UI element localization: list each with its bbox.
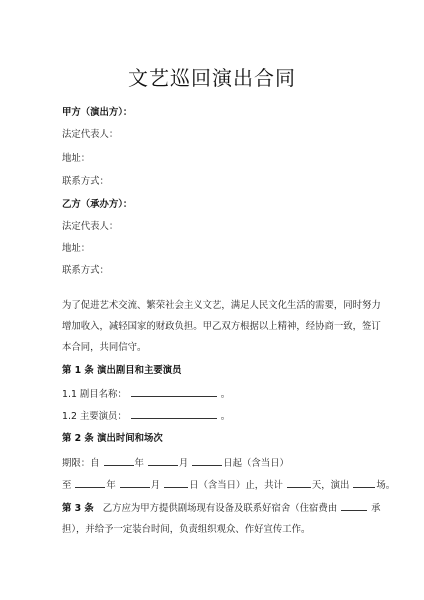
article-2-heading: 第 2 条 演出时间和场次 [62, 433, 163, 444]
repertoire-name-label: 1.1 剧目名称： [62, 389, 127, 400]
preamble-paragraph [62, 295, 381, 358]
preamble-line-1: 为了促进艺术交流、繁荣社会主义文艺，满足人民文化生活的需要，同时努力 [62, 300, 381, 311]
shows-text: 场。 [376, 480, 396, 491]
accommodation-payer-blank[interactable] [341, 500, 367, 511]
main-actors-label: 1.2 主要演员： [62, 411, 127, 422]
article-1-heading: 第 1 条 演出剧目和主要演员 [62, 365, 182, 376]
party-a-legal-rep: 法定代表人： [62, 129, 119, 140]
start-month-blank[interactable] [148, 455, 178, 466]
day-to-text: 日（含当日）止，共计 [189, 480, 283, 491]
main-actors-blank[interactable] [131, 408, 217, 419]
article-3-heading: 第 3 条 [62, 503, 94, 514]
shows-count-blank[interactable] [353, 477, 375, 488]
article-3-text-1-end: 承 [371, 503, 381, 514]
party-b-legal-rep: 法定代表人： [62, 221, 119, 232]
preamble-line-2: 增加收入，减轻国家的财政负担。甲乙双方根据以上精神，经协商一致，签订 [62, 321, 381, 332]
to-text: 至 [62, 480, 72, 491]
party-b-address: 地址： [62, 243, 91, 254]
period-mark: 。 [220, 389, 231, 400]
article-3-line-2: 担），并给予一定装台时间，负责组织观众、作好宣传工作。 [62, 524, 311, 535]
article-1-item-1 [62, 386, 230, 402]
article-1-item-2 [62, 408, 230, 424]
article-3-line-1 [62, 500, 381, 516]
year-text: 年 [134, 458, 144, 469]
day-from-text: 日起（含当日） [223, 458, 289, 469]
party-a-heading: 甲方（演出方）： [62, 107, 133, 118]
end-day-blank[interactable] [164, 477, 188, 488]
party-b-contact: 联系方式： [62, 265, 109, 276]
days-text: 天，演出 [311, 480, 350, 491]
start-day-blank[interactable] [192, 455, 222, 466]
party-b-heading: 乙方（承办方）： [62, 199, 133, 210]
party-a-address: 地址： [62, 153, 91, 164]
article-3-text-1: 乙方应为甲方提供剧场现有设备及联系好宿舍（住宿费由 [102, 503, 338, 514]
period-mark: 。 [220, 411, 231, 422]
period-start-line [62, 455, 289, 471]
total-days-blank[interactable] [287, 477, 311, 488]
month-text: 月 [150, 480, 161, 491]
end-year-blank[interactable] [75, 477, 105, 488]
period-label: 期限：自 [62, 458, 100, 469]
start-year-blank[interactable] [104, 455, 134, 466]
repertoire-name-blank[interactable] [131, 386, 217, 397]
document-title: 文艺巡回演出合同 [128, 66, 296, 90]
month-text: 月 [178, 458, 189, 469]
end-month-blank[interactable] [120, 477, 150, 488]
year-text: 年 [106, 480, 116, 491]
party-a-contact: 联系方式： [62, 176, 109, 187]
preamble-line-3: 本合同，共同信守。 [62, 342, 147, 353]
period-end-line [62, 477, 395, 493]
